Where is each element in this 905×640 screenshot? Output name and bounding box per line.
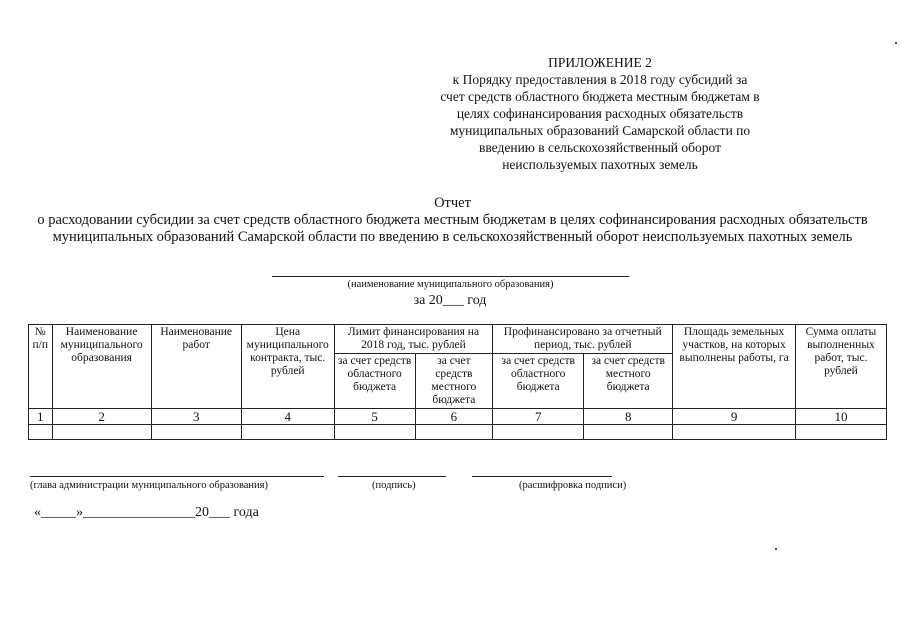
header-municipality: Наименование муниципального образования [52,325,151,409]
head-caption: (глава администрации муниципального образования) [30,480,268,491]
head-signature-line [30,476,324,477]
table-cell [415,425,493,440]
header-funding-limit: Лимит финансирования на 2018 год, тыс. рублей [334,325,493,354]
header-land-area: Площадь земельных участков, на которых выполнены работы, га [673,325,796,409]
header-limit-local: за счет средств местного бюджета [415,354,493,409]
scan-speck [895,42,897,44]
header-number: № п/п [29,325,53,409]
table-cell [673,425,796,440]
column-number: 2 [52,409,151,425]
column-number-row [29,409,887,425]
report-table [28,324,887,440]
column-number: 1 [29,409,53,425]
table-cell [493,425,584,440]
header-financed-regional: за счет средств областного бюджета [493,354,584,409]
header-payment-sum: Сумма оплаты выполненных работ, тыс. рублей [795,325,886,409]
municipality-caption: (наименование муниципального образования) [347,279,554,290]
header-contract-price: Цена муниципального контракта, тыс. рублей [241,325,334,409]
table-cell [334,425,415,440]
table-row [29,425,887,440]
column-number: 10 [795,409,886,425]
column-number: 6 [415,409,493,425]
table-cell [241,425,334,440]
header-row-1 [29,325,887,354]
appendix-text: к Порядку предоставления в 2018 году субсидий за счет средств областного бюджета местным бюджетам в целях софинансирования расходных обязательств муниципальных образований Самарской области по введению в сельскохозяйственный оборот неиспользуемых пахотных земель [440,72,760,172]
report-period: за 20___ год [413,293,487,308]
column-number: 9 [673,409,796,425]
column-number: 3 [151,409,241,425]
column-number: 8 [584,409,673,425]
column-number: 5 [334,409,415,425]
transcript-signature-line [472,476,612,477]
municipality-name-line [272,276,629,277]
table-cell [584,425,673,440]
report-subtitle: о расходовании субсидии за счет средств областного бюджета местным бюджетам в целях софинансирования расходных обязательств муниципальных образований Самарской области по введению в сельскохозяйственный оборот неиспользуемых пахотных земель [37,212,868,245]
appendix-block [440,54,760,173]
table-cell [52,425,151,440]
table-cell [795,425,886,440]
date-line: «_____»________________20___ года [34,505,259,520]
header-financed-local: за счет средств местного бюджета [584,354,673,409]
transcript-caption: (расшифровка подписи) [519,480,627,491]
signature-line [338,476,446,477]
signature-caption: (подпись) [372,480,416,491]
table-cell [29,425,53,440]
table-cell [151,425,241,440]
column-number: 7 [493,409,584,425]
header-limit-regional: за счет средств областного бюджета [334,354,415,409]
header-financed: Профинансировано за отчетный период, тыс. рублей [493,325,673,354]
column-number: 4 [241,409,334,425]
header-works: Наименование работ [151,325,241,409]
appendix-heading: ПРИЛОЖЕНИЕ 2 [548,55,652,70]
scan-speck [775,548,777,550]
report-title: Отчет [434,195,471,211]
